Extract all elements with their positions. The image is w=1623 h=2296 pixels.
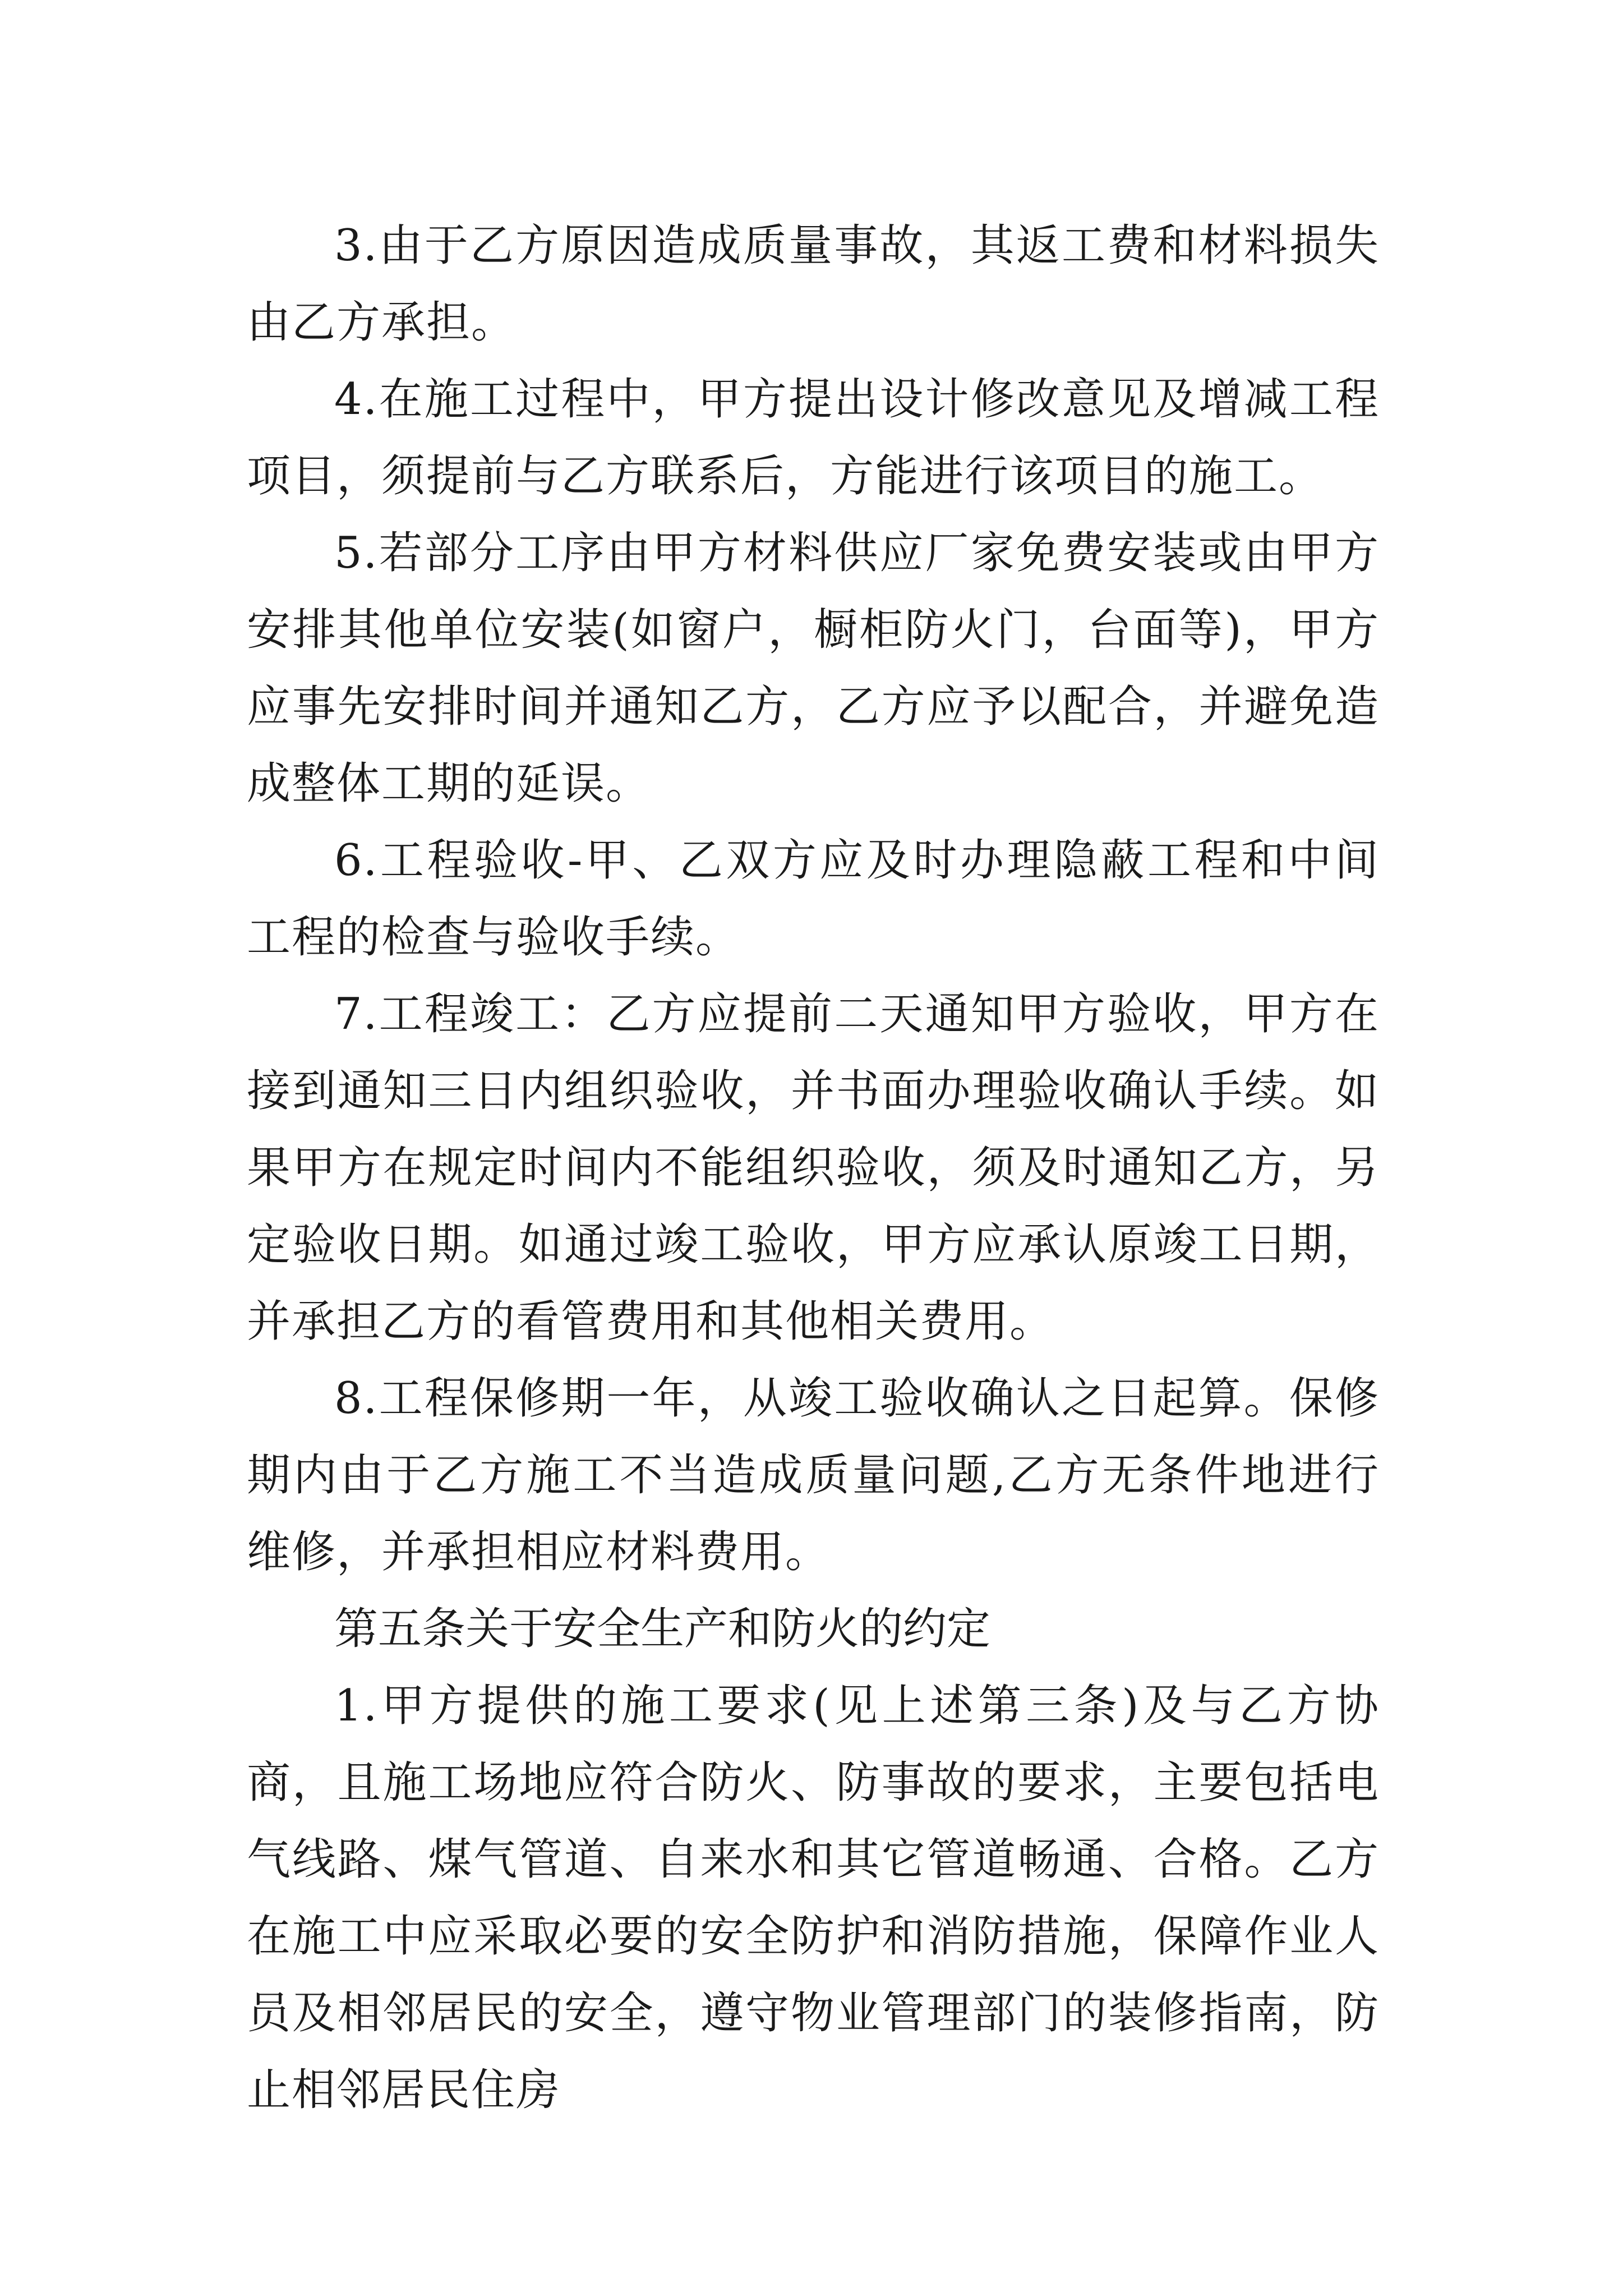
clause-3-paragraph: 3.由于乙方原因造成质量事故，其返工费和材料损失由乙方承担。 — [247, 220, 1380, 348]
section-heading: 第五条关于安全生产和防火的约定 — [334, 1604, 991, 1654]
clause-5-paragraph: 5.若部分工序由甲方材料供应厂家免费安装或由甲方安排其他单位安装(如窗户，橱柜防火门，台面等)，甲方应事先安排时间并通知乙方，乙方应予以配合，并避免造成整体工期的延误。 — [247, 528, 1380, 809]
clause-7-paragraph: 7.工程竣工：乙方应提前二天通知甲方验收，甲方在接到通知三日内组织验收，并书面办理验收确认手续。如果甲方在规定时间内不能组织验收，须及时通知乙方，另定验收日期。如通过竣工验收，甲方应承认原竣工日期，并承担乙方的看管费用和其他相关费用。 — [247, 989, 1380, 1347]
document-body — [247, 208, 1380, 2129]
clause-8-paragraph: 8.工程保修期一年，从竣工验收确认之日起算。保修期内由于乙方施工不当造成质量问题,乙方无条件地进行维修，并承担相应材料费用。 — [247, 1373, 1380, 1577]
section-clause-1-paragraph: 1.甲方提供的施工要求(见上述第三条)及与乙方协商，且施工场地应符合防火、防事故的要求，主要包括电气线路、煤气管道、自来水和其它管道畅通、合格。乙方在施工中应采取必要的安全防护和消防措施，保障作业人员及相邻居民的安全，遵守物业管理部门的装修指南，防止相邻居民住房 — [247, 1681, 1380, 2115]
clause-4-paragraph: 4.在施工过程中，甲方提出设计修改意见及增减工程项目，须提前与乙方联系后，方能进行该项目的施工。 — [247, 374, 1380, 501]
clause-6-paragraph: 6.工程验收-甲、乙双方应及时办理隐蔽工程和中间工程的检查与验收手续。 — [247, 835, 1380, 963]
